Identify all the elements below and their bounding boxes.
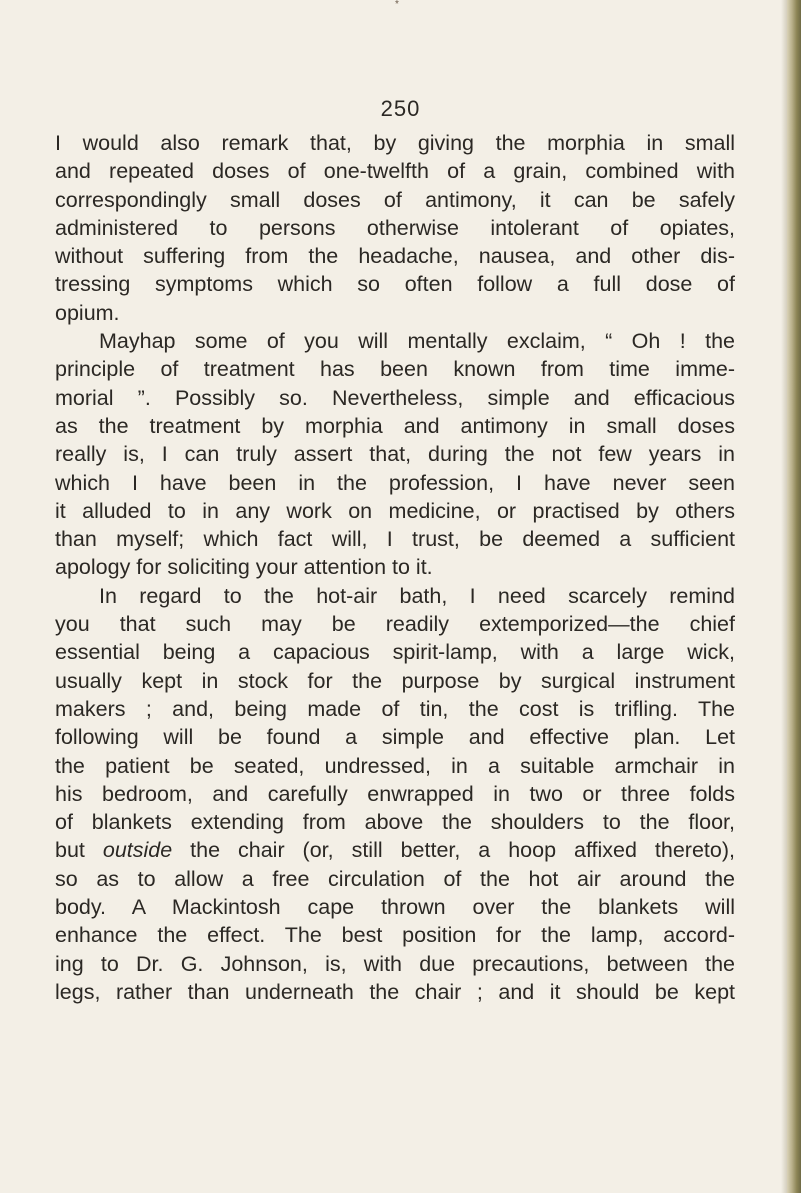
text-line: enhance the effect. The best position for the lamp, accord- — [55, 923, 735, 948]
text-line: than myself; which fact will, I trust, be deemed a sufficient — [55, 527, 735, 552]
text-line: usually kept in stock for the purpose by surgical instrument — [55, 668, 735, 693]
text-line: essential being a capacious spirit-lamp, with a large wick, — [55, 640, 735, 665]
ink-mark: * — [395, 0, 399, 10]
text-line: administered to persons otherwise intolerant of opiates, — [55, 215, 735, 240]
text-line: as the treatment by morphia and antimony in small doses — [55, 413, 735, 438]
text-line: the patient be seated, undressed, in a suitable armchair in — [55, 753, 735, 778]
text-line: body. A Mackintosh cape thrown over the blankets will — [55, 895, 735, 920]
text-line: really is, I can truly assert that, during the not few years in — [55, 442, 735, 467]
paragraph-start-line: Mayhap some of you will mentally exclaim, “ Oh ! the — [99, 329, 735, 354]
text-line: principle of treatment has been known from time imme- — [55, 357, 735, 382]
text-line: I would also remark that, by giving the morphia in small — [55, 131, 735, 155]
body-text — [55, 129, 735, 1006]
text-line: so as to allow a free circulation of the hot air around the — [55, 866, 735, 891]
text-line: legs, rather than underneath the chair ; and it should be kept — [55, 979, 735, 1004]
italic-word: outside — [102, 838, 173, 863]
page-edge-shadow — [787, 0, 801, 1193]
text-line: of blankets extending from above the shoulders to the floor, — [55, 810, 735, 835]
text-line: without suffering from the headache, nausea, and other dis- — [55, 244, 735, 269]
text-line: tressing symptoms which so often follow a full dose of — [55, 272, 735, 297]
text-line: opium. — [55, 300, 120, 325]
text-line: makers ; and, being made of tin, the cost is trifling. The — [55, 696, 735, 721]
page-number: 250 — [380, 96, 421, 121]
text-line: correspondingly small doses of antimony, it can be safely — [55, 187, 735, 212]
text-line: morial ”. Possibly so. Nevertheless, simple and efficacious — [55, 385, 735, 410]
text-line: which I have been in the profession, I have never seen — [55, 470, 735, 495]
paragraph-start-line: In regard to the hot-air bath, I need scarcely remind — [99, 583, 735, 608]
text-line: it alluded to in any work on medicine, or practised by others — [55, 498, 735, 523]
text-line: ing to Dr. G. Johnson, is, with due precautions, between the — [55, 951, 735, 976]
text-line: you that such may be readily extemporized—the chief — [55, 612, 735, 637]
text-segment: but — [55, 838, 103, 863]
text-line: following will be found a simple and effective plan. Let — [55, 725, 735, 750]
text-line: and repeated doses of one-twelfth of a grain, combined with — [55, 159, 735, 184]
text-line: his bedroom, and carefully enwrapped in two or three folds — [55, 781, 735, 806]
text-line: apology for soliciting your attention to it. — [55, 555, 433, 580]
text-segment: the chair (or, still better, a hoop affixed thereto), — [172, 838, 735, 863]
text-line-with-italic — [55, 836, 735, 864]
